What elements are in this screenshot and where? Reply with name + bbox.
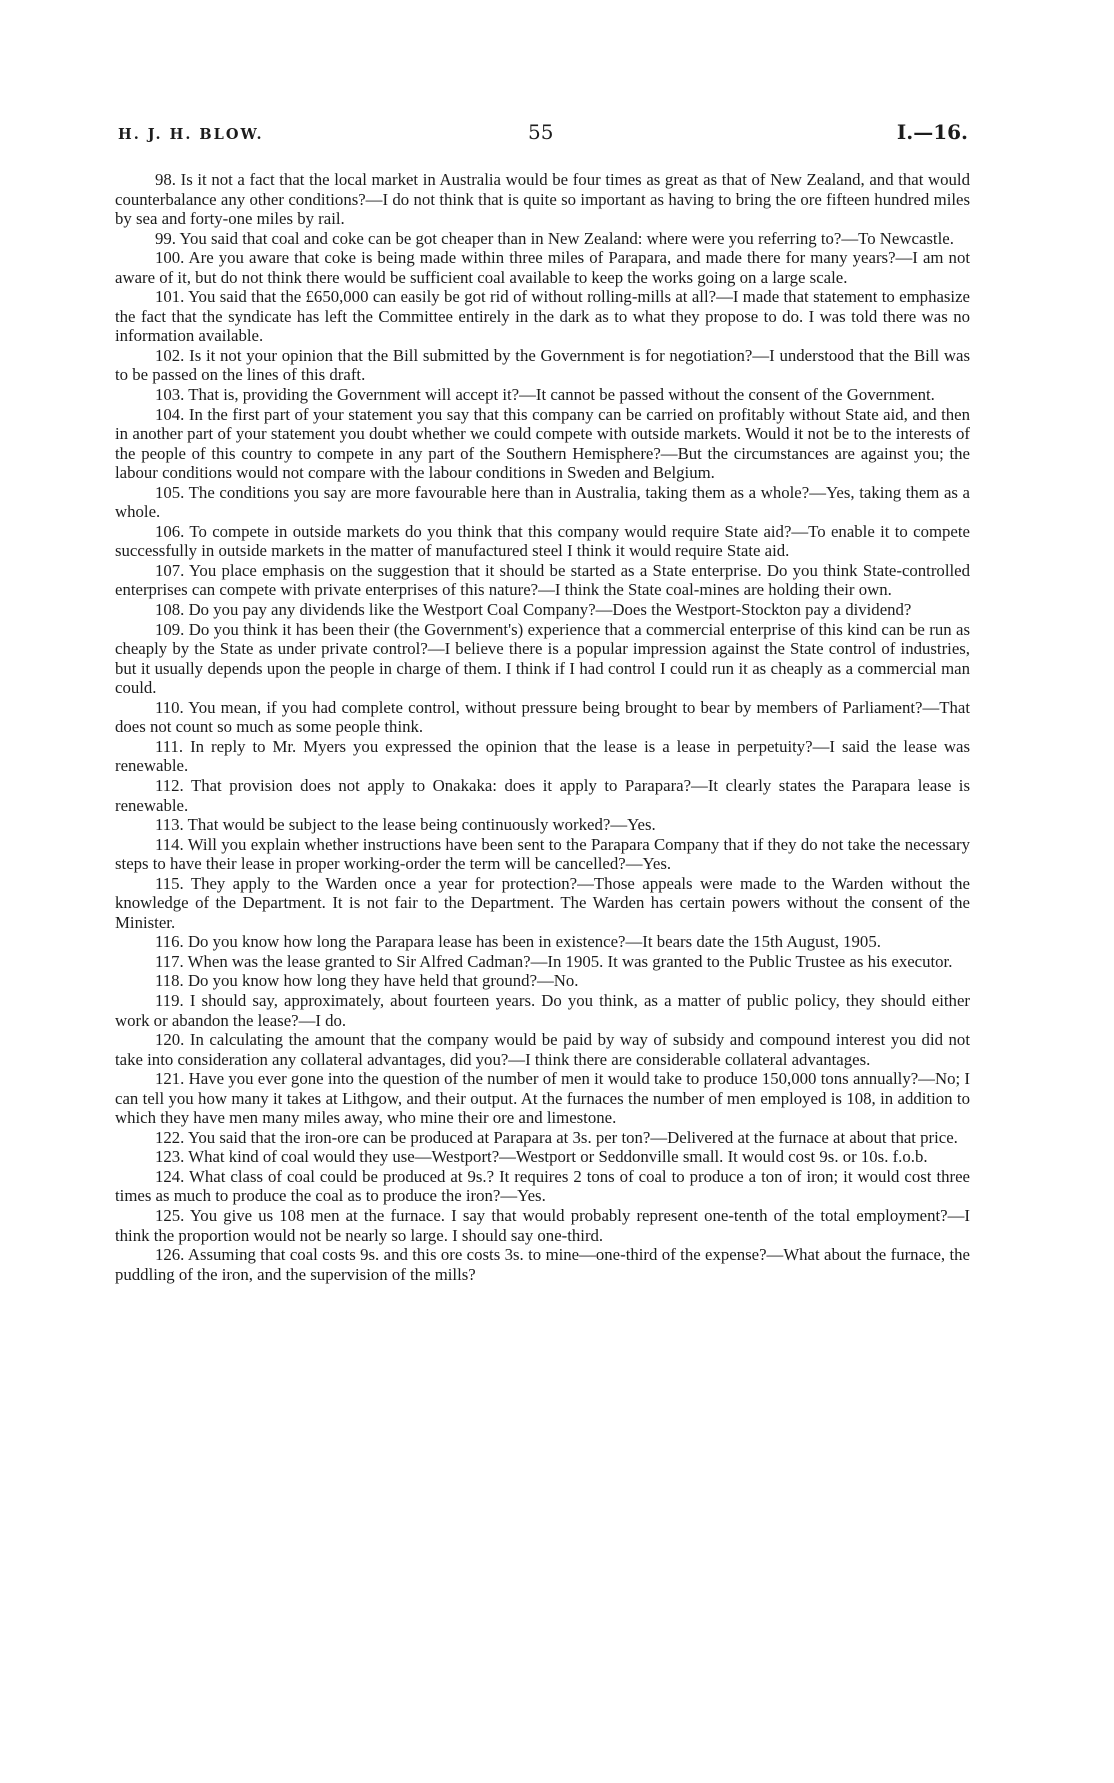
question-121: 121. Have you ever gone into the question of the number of men it would take to produce 150,000 tons annually?—No; I can tell you how many it takes at Lithgow, and their output. At the furnaces the number of men employed is 108, in addition to which they have men many miles away, who mine their ore and limestone. [115,1069,970,1128]
question-99: 99. You said that coal and coke can be got cheaper than in New Zealand: where were you referring to?—To Newcastle. [155,228,954,248]
question-103: 103. That is, providing the Government will accept it?—It cannot be passed without the consent of the Government. [155,385,935,405]
question-122: 122. You said that the iron-ore can be produced at Parapara at 3s. per ton?—Delivered at the furnace at about that price. [155,1127,958,1147]
document-reference: I.—16. [896,120,968,144]
question-111: 111. In reply to Mr. Myers you expressed the opinion that the lease is a lease in perpetuity?—I said the lease was renewable. [115,736,970,776]
question-104: 104. In the first part of your statement you say that this company can be carried on profitably without State aid, and then in another part of your statement you doubt whether we could compete with outside markets. Would it not be to the interests of the people of this country to compete in any part of the Southern Hemisphere?—But the circumstances are against you; the labour conditions would not compare with the labour conditions in Sweden and Belgium. [115,404,970,483]
question-110: 110. You mean, if you had complete control, without pressure being brought to bear by members of Parliament?—That does not count so much as some people think. [115,697,970,737]
question-120: 120. In calculating the amount that the company would be paid by way of subsidy and compound interest you did not take into consideration any collateral advantages, did you?—I think there are considerable collateral advantages. [115,1030,970,1069]
question-114: 114. Will you explain whether instructions have been sent to the Parapara Company that if they do not take the necessary steps to have their lease in proper working-order the term will be cancelled?—Yes. [115,834,970,874]
question-117: 117. When was the lease granted to Sir Alfred Cadman?—In 1905. It was granted to the Public Trustee as his executor. [155,951,953,971]
question-116: 116. Do you know how long the Parapara lease has been in existence?—It bears date the 15th August, 1905. [155,932,881,952]
question-106: 106. To compete in outside markets do you think that this company would require State aid?—To enable it to compete successfully in outside markets in the matter of manufactured steel I think it would require State aid. [115,521,970,561]
question-123: 123. What kind of coal would they use—Westport?—Westport or Seddonville small. It would cost 9s. or 10s. f.o.b. [155,1147,928,1167]
question-109: 109. Do you think it has been their (the Government's) experience that a commercial enterprise of this kind can be run as cheaply by the State as under private control?—I believe there is a popular impression against the State control of industries, but it usually depends upon the people in charge of them. I think if I had control I could run it as cheaply as a commercial man could. [115,619,970,698]
question-107: 107. You place emphasis on the suggestion that it should be started as a State enterprise. Do you think State-controlled enterprises can compete with private enterprises of this nature?—I think the State coal-mines are holding their own. [115,560,970,600]
question-124: 124. What class of coal could be produced at 9s.? It requires 2 tons of coal to produce a ton of iron; it would cost three times as much to produce the coal as to produce the iron?—Yes. [115,1166,970,1206]
witness-name: H. J. H. BLOW. [118,126,264,143]
question-119: 119. I should say, approximately, about fourteen years. Do you think, as a matter of public policy, they should either work or abandon the lease?—I do. [115,990,970,1030]
question-108: 108. Do you pay any dividends like the Westport Coal Company?—Does the Westport-Stockton pay a dividend? [155,600,912,620]
question-101: 101. You said that the £650,000 can easily be got rid of without rolling-mills at all?—I made that statement to emphasize the fact that the syndicate has left the Committee entirely in the dark as to what they propose to do. I was told there was no information available. [115,287,970,346]
question-126: 126. Assuming that coal costs 9s. and this ore costs 3s. to mine—one-third of the expense?—What about the furnace, the puddling of the iron, and the supervision of the mills? [115,1245,970,1284]
question-125: 125. You give us 108 men at the furnace. I say that would probably represent one-tenth of the total employment?—I think the proportion would not be nearly so large. I should say one-third. [115,1205,970,1245]
question-100: 100. Are you aware that coke is being made within three miles of Parapara, and made there for many years?—I am not aware of it, but do not think there would be sufficient coal available to keep the works going on a large scale. [115,248,970,287]
page-header [118,120,968,150]
question-105: 105. The conditions you say are more favourable here than in Australia, taking them as a whole?—Yes, taking them as a whole. [115,482,970,522]
question-112: 112. That provision does not apply to Onakaka: does it apply to Parapara?—It clearly states the Parapara lease is renewable. [115,775,970,815]
question-118: 118. Do you know how long they have held that ground?—No. [155,971,579,991]
question-98: 98. Is it not a fact that the local market in Australia would be four times as great as that of New Zealand, and that would counterbalance any other conditions?—I do not think that is quite so important as having to bring the ore fifteen hundred miles by sea and forty-one miles by rail. [115,170,970,229]
question-113: 113. That would be subject to the lease being continuously worked?—Yes. [155,815,656,835]
evidence-body [115,170,970,1284]
page-number: 55 [528,120,554,144]
question-115: 115. They apply to the Warden once a year for protection?—Those appeals were made to the Warden without the knowledge of the Department. It is not fair to the Department. The Warden has certain powers without the consent of the Minister. [115,873,970,932]
question-102: 102. Is it not your opinion that the Bill submitted by the Government is for negotiation?—I understood that the Bill was to be passed on the lines of this draft. [115,345,970,385]
